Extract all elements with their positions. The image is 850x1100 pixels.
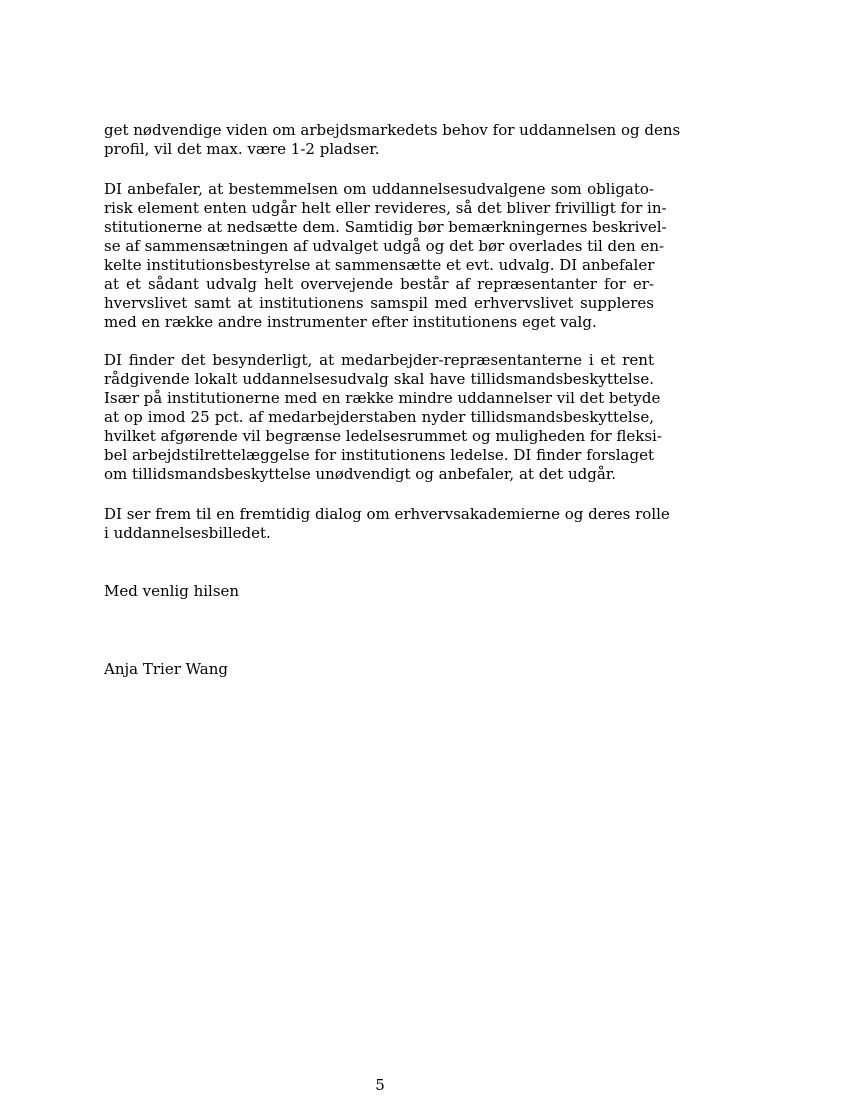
paragraph-line: Især på institutionerne med en række mindre uddannelser vil det betyde xyxy=(104,389,661,407)
paragraph-line: kelte institutionsbestyrelse at sammensætte et evt. udvalg. DI anbefaler xyxy=(104,256,655,274)
paragraph-4 xyxy=(104,505,670,543)
page-number: 5 xyxy=(375,1076,385,1094)
paragraph-2 xyxy=(104,180,667,332)
paragraph-line: risk element enten udgår helt eller revideres, så det bliver frivilligt for in- xyxy=(104,199,667,217)
paragraph-1 xyxy=(104,121,681,159)
paragraph-line: i uddannelsesbilledet. xyxy=(104,524,271,542)
signature-name: Anja Trier Wang xyxy=(104,660,228,678)
paragraph-line: stitutionerne at nedsætte dem. Samtidig bør bemærkningernes beskrivel- xyxy=(104,218,667,236)
paragraph-line: DI finder det besynderligt, at medarbejder-repræsentanterne i et rent xyxy=(104,351,654,369)
paragraph-line: at op imod 25 pct. af medarbejderstaben nyder tillidsmandsbeskyttelse, xyxy=(104,408,654,426)
paragraph-line: DI ser frem til en fremtidig dialog om erhvervsakademierne og deres rolle xyxy=(104,505,670,523)
paragraph-line: get nødvendige viden om arbejdsmarkedets behov for uddannelsen og dens xyxy=(104,121,681,139)
paragraph-line: at et sådant udvalg helt overvejende består af repræsentanter for er- xyxy=(104,275,654,293)
paragraph-line: bel arbejdstilrettelæggelse for institutionens ledelse. DI finder forslaget xyxy=(104,446,654,464)
paragraph-3 xyxy=(104,351,662,484)
paragraph-line: se af sammensætningen af udvalget udgå og det bør overlades til den en- xyxy=(104,237,665,255)
paragraph-line: med en række andre instrumenter efter institutionens eget valg. xyxy=(104,313,597,331)
paragraph-line: hvervslivet samt at institutionens samspil med erhvervslivet suppleres xyxy=(104,294,654,312)
paragraph-line: profil, vil det max. være 1-2 pladser. xyxy=(104,140,380,158)
paragraph-line: hvilket afgørende vil begrænse ledelsesrummet og muligheden for fleksi- xyxy=(104,427,662,445)
paragraph-line: rådgivende lokalt uddannelsesudvalg skal have tillidsmandsbeskyttelse. xyxy=(104,370,654,388)
closing-salutation: Med venlig hilsen xyxy=(104,582,240,600)
paragraph-line: DI anbefaler, at bestemmelsen om uddannelsesudvalgene som obligato- xyxy=(104,180,654,198)
paragraph-line: om tillidsmandsbeskyttelse unødvendigt og anbefaler, at det udgår. xyxy=(104,465,617,483)
